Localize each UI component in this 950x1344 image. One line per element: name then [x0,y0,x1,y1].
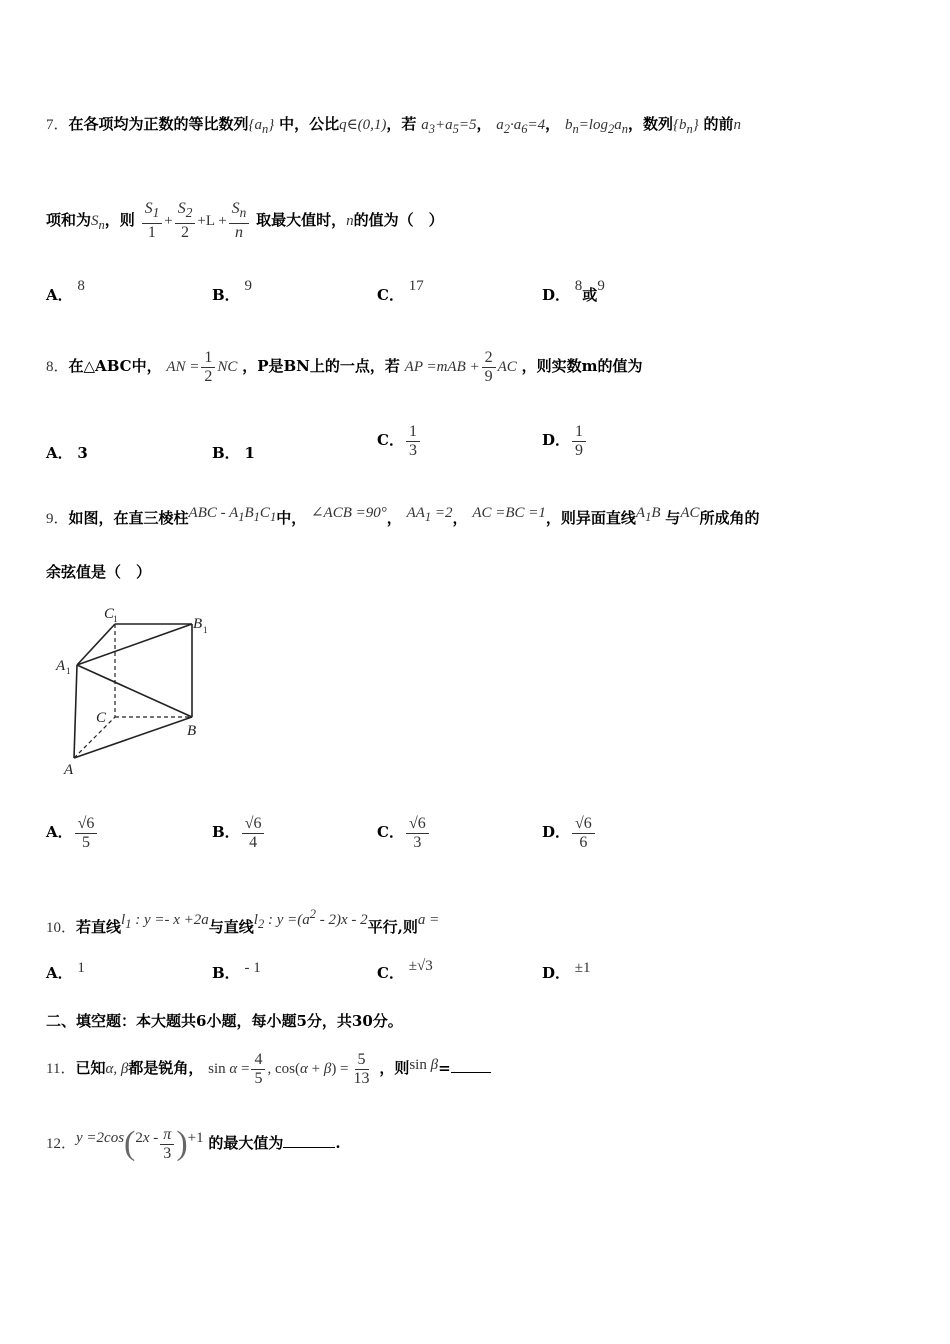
q7-math-q: q∈(0,1) [339,117,387,133]
q7-text: 中，公比 [279,115,340,133]
q7-text: ， [545,115,561,133]
q8-math-ap: AP =mAB + [404,359,480,375]
q11-text: 已知 [75,1059,106,1077]
q10-text: 若直线 [76,918,122,936]
q8-option-b[interactable] [212,442,255,463]
option-value: 1 [77,960,85,976]
q7-math-sn: $S_n$ [91,213,105,232]
q11-text: ，则 [379,1059,410,1077]
q7-text: 项和为 [46,211,92,229]
q9-text: 中， [276,509,307,527]
q7-text: ，数列 [627,115,673,133]
q12-text: 的最大值为 [208,1134,284,1152]
q9-text: 余弦值是（ ） [46,563,152,581]
option-fraction: $\frac{√6}{3}$ [406,815,429,852]
q9-number: 9． [46,511,69,527]
option-label: D． [542,823,571,841]
q11-answer-blank[interactable] [451,1058,491,1073]
question-9-line-2 [46,562,151,582]
q11-frac-513: $\frac{5}{13}$ [353,1050,370,1087]
option-fraction: $\frac{1}{3}$ [406,423,420,460]
q9-text: 与 [665,509,681,527]
q9-option-d[interactable] [542,807,597,857]
question-7-line-2: 项和为$S_n$，则 $\frac{S_1}{1}$ + $\frac{S_2}{2}$ +L + $\frac{S_n}{n}$ 取最大值时，n的值为（ ） [46,200,444,241]
q7-frac-s1: $\frac{S_1}{1}$ [142,200,163,241]
q12-number: 12． [46,1136,77,1152]
question-10-line [46,907,440,942]
option-value: 8 [77,278,85,294]
q9-text: ，则异面直线 [545,509,636,527]
label-b1: B [193,616,203,632]
q9-text: 所成角的 [699,509,760,527]
question-7-line-1 [46,114,741,139]
q10-math-l2: $l_2$ : $y =(a^2 - 2)x - 2$ [253,907,368,931]
q8-option-d[interactable] [542,418,588,462]
q9-math-aa1: $AA_1 =2$ [406,505,453,524]
q7-number: 7． [46,117,69,133]
question-9-line-1 [46,505,760,533]
q7-math-n: n [733,117,742,133]
q9-option-c[interactable] [377,807,431,857]
option-label: D． [542,964,571,982]
q9-math-angle: ∠ACB =90° [310,505,387,521]
q11-math-sin: sin α = [208,1061,250,1077]
option-label: B． [212,964,240,982]
q10-option-d[interactable] [542,962,591,983]
option-label: A． [46,823,73,841]
label-a1: A [56,658,66,674]
q11-math-ab: α, β [105,1061,129,1077]
question-12-line: 12．y =2cos(2x - $\frac{\pi}{3}$ )+1 的最大值为 . [46,1125,341,1162]
label-b: B [187,723,197,739]
option-label: D． [542,431,571,449]
option-text: 或 [582,286,598,304]
option-value: 9 [597,278,605,294]
option-label: B． [212,286,240,304]
option-value: 3 [77,444,88,462]
option-fraction: $\frac{1}{9}$ [572,423,586,460]
label-a: A [64,762,74,778]
q7-option-c[interactable] [377,278,424,305]
option-value: 9 [244,278,252,294]
option-label: B． [212,444,240,462]
option-label: C． [377,964,404,982]
q12-answer-blank[interactable] [283,1133,335,1148]
q12-math-expr: y =2cos [76,1130,125,1146]
q7-frac-s2: $\frac{S_2}{2}$ [175,200,196,241]
question-11-line: 11．已知α, β都是锐角， sin α = $\frac{4}{5}$ , cos(α + β) = $\frac{5}{13}$ ，则sin β= [46,1046,491,1090]
svg-text:1: 1 [113,614,118,624]
q7-option-d[interactable] [542,278,605,305]
q7-option-b[interactable] [212,278,252,305]
section-2-heading: 二、填空题：本大题共6小题，每小题5分，共30分。 [46,1012,403,1030]
q8-math-an: AN = [166,359,200,375]
q10-text: 平行,则 [367,918,418,936]
q7-text: 的前 [703,115,734,133]
q7-text: 在各项均为正数的等比数列 [68,115,249,133]
q9-option-b[interactable] [212,807,266,857]
q7-text: ，若 [386,115,417,133]
q9-text: 如图，在直三棱柱 [68,509,189,527]
q7-math-an: $\{a_n\}$ [248,117,275,136]
option-label: D． [542,286,571,304]
q11-text: 都是锐角， [128,1059,204,1077]
q9-math-ac: AC [680,505,700,521]
q8-frac-29: $\frac{2}{9}$ [482,349,496,386]
option-value: ±√3 [408,958,433,974]
q8-text: 在△ABC中， [68,357,162,375]
q10-math-a: a = [417,912,440,928]
option-label: C． [377,823,404,841]
option-value: 1 [244,444,255,462]
q7-text: ， [476,115,492,133]
q9-text: ， [386,509,402,527]
q7-math-bn-seq: $\{b_n\}$ [673,117,699,136]
q12-text: . [335,1134,341,1152]
q10-option-b[interactable] [212,962,261,983]
q9-math-prism: ABC - $A_1B_1C_1$ [188,505,277,524]
q9-option-a[interactable] [46,807,99,857]
q7-frac-sn: $\frac{S_n}{n}$ [229,200,250,241]
q7-text: 的值为（ ） [353,211,444,229]
q9-math-acbc: AC =BC =1 [472,505,546,521]
q9-math-a1b: $A_1B$ [635,505,661,524]
option-fraction: $\frac{√6}{5}$ [75,815,98,852]
question-8-line: 8．在△ABC中， AN = $\frac{1}{2}$ NC ，P是BN上的一点，若 AP =mAB + $\frac{2}{9}$ AC ，则实数m的值为 [46,348,643,385]
option-label: B． [212,823,240,841]
label-c: C [96,710,107,726]
q10-text: 与直线 [208,918,254,936]
q10-option-c[interactable] [377,958,433,983]
option-fraction: $\frac{√6}{4}$ [242,815,265,852]
q7-math-a2a6: $a_2\cdot a_6=4$ [496,117,546,136]
q7-text: 取最大值时， [256,211,347,229]
option-label: A． [46,444,73,462]
label-c1: C [104,606,115,622]
q11-frac-45: $\frac{4}{5}$ [251,1051,265,1088]
q8-text: ，P是BN上的一点，若 [242,357,400,375]
q8-number: 8． [46,359,69,375]
option-label: C． [377,286,404,304]
q11-text: = [438,1059,451,1077]
option-value: - 1 [244,960,261,976]
q8-frac-half: $\frac{1}{2}$ [201,349,215,386]
q7-text: ，则 [104,211,135,229]
q10-number: 10． [46,920,77,936]
option-label: A． [46,286,73,304]
q11-math-sinb: sin β [409,1057,439,1073]
q7-math-bn: $b_n=\log_2a_n$ [564,117,628,136]
q7-option-a[interactable] [46,278,85,305]
option-label: A． [46,964,73,982]
q10-option-a[interactable] [46,962,85,983]
q11-number: 11． [46,1061,76,1077]
q7-math-a3a5: $a_3+a_5=5$ [421,117,477,136]
q12-frac-pi3: $\frac{\pi}{3}$ [160,1126,174,1163]
svg-text:1: 1 [66,666,71,676]
option-fraction: $\frac{√6}{6}$ [572,815,595,852]
q8-text: ，则实数m的值为 [521,357,643,375]
prism-figure [50,598,220,780]
option-value: 8 [574,278,583,294]
option-value: 17 [408,278,424,294]
svg-text:1: 1 [203,625,208,635]
q8-option-c[interactable] [377,418,422,462]
q8-option-a[interactable] [46,442,88,463]
option-label: C． [377,431,404,449]
option-value: ±1 [574,960,591,976]
q9-text: ， [452,509,468,527]
q10-math-l1: $l_1$ : y =- x +2a [121,912,209,931]
